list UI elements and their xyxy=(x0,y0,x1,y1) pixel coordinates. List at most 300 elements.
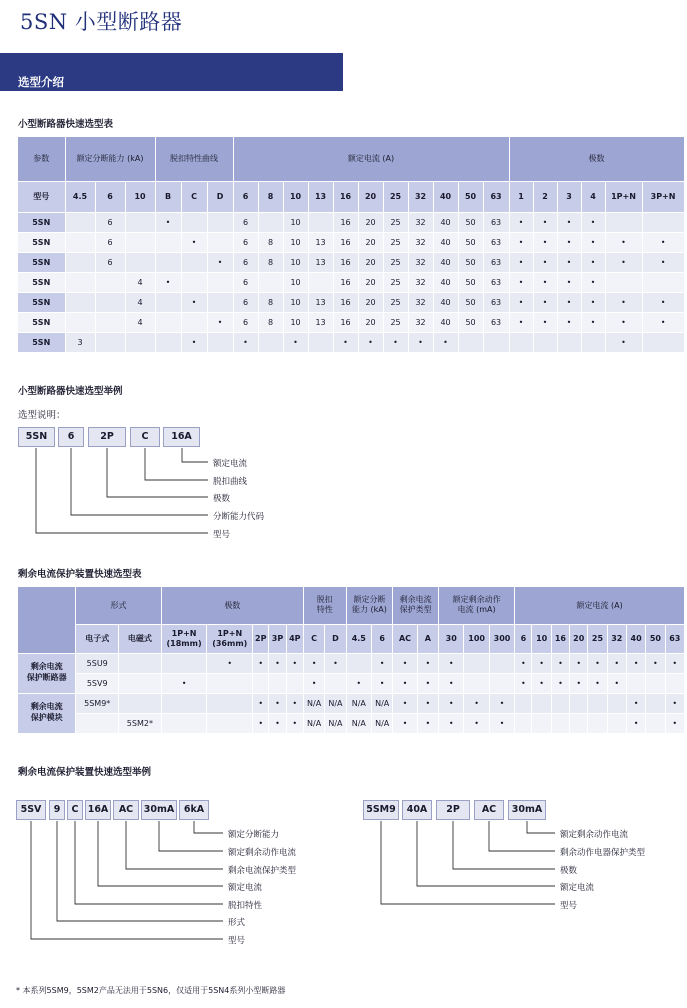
table-cell: 50 xyxy=(458,312,483,332)
table-cell: 6 xyxy=(233,232,258,252)
table-cell xyxy=(570,693,588,713)
table-cell: • xyxy=(393,673,417,693)
mcb-subheader-cell: C xyxy=(181,181,207,212)
leader-rcd-current xyxy=(98,821,223,886)
table-cell: • xyxy=(642,232,684,252)
table-cell: 50 xyxy=(458,232,483,252)
table-cell xyxy=(181,312,207,332)
rcd-subheader-cell: 32 xyxy=(607,624,626,653)
table-cell: • xyxy=(233,332,258,352)
mcb-example-title: 小型断路器快速选型举例 xyxy=(18,386,123,397)
table-cell: 25 xyxy=(383,252,408,272)
mcb-subheader-cell: 4 xyxy=(581,181,605,212)
section-title: 选型介绍 xyxy=(18,75,64,89)
mcb-label-curve: 脱扣曲线 xyxy=(213,477,248,487)
rcd-subheader-cell: 6 xyxy=(515,624,532,653)
rcd-code-current: 16A xyxy=(85,800,111,820)
rcd2-code-residual: 30mA xyxy=(508,800,546,820)
mcb-subheader-cell: 20 xyxy=(358,181,383,212)
table-cell xyxy=(119,653,162,673)
table-cell: • xyxy=(533,212,557,232)
table-cell: • xyxy=(333,332,358,352)
table-cell: 20 xyxy=(358,292,383,312)
table-cell: • xyxy=(665,653,684,673)
table-cell: 40 xyxy=(433,312,458,332)
table-cell: • xyxy=(371,653,392,673)
leader-mcb-model xyxy=(36,448,208,533)
mcb-subheader-cell: 6 xyxy=(95,181,125,212)
rcd-code-residual: 30mA xyxy=(141,800,177,820)
table-cell xyxy=(605,212,642,232)
table-cell xyxy=(646,693,665,713)
table-cell: • xyxy=(433,332,458,352)
table-cell: 20 xyxy=(358,212,383,232)
table-cell: • xyxy=(551,653,569,673)
table-cell: • xyxy=(532,653,551,673)
table-cell: • xyxy=(605,232,642,252)
rcd-header-breaking: 额定分断 能力 (kA) xyxy=(346,587,393,624)
rcd-header-form: 形式 xyxy=(76,587,161,624)
table-cell xyxy=(646,713,665,733)
rcd-subheader-cell: 16 xyxy=(551,624,569,653)
rcd2-code-model: 5SM9 xyxy=(363,800,399,820)
rcd-subheader-cell: 4P xyxy=(286,624,303,653)
table-cell xyxy=(65,312,95,332)
table-cell xyxy=(155,252,181,272)
table-cell: • xyxy=(393,713,417,733)
rcd-label-current: 额定电流 xyxy=(228,883,263,893)
rcd-subheader-cell: D xyxy=(325,624,346,653)
leader-rcd-breaking xyxy=(194,821,223,833)
table-row xyxy=(18,332,684,352)
mcb-subheader-cell: 10 xyxy=(125,181,155,212)
table-cell: • xyxy=(269,693,286,713)
table-cell xyxy=(533,332,557,352)
table-cell: • xyxy=(286,713,303,733)
table-cell: • xyxy=(533,292,557,312)
table-cell xyxy=(95,332,125,352)
table-cell xyxy=(532,693,551,713)
table-cell xyxy=(125,252,155,272)
table-cell: 8 xyxy=(258,232,283,252)
table-cell: • xyxy=(533,252,557,272)
table-cell xyxy=(161,653,207,673)
leader-rcd-type xyxy=(126,821,223,869)
table-cell: 25 xyxy=(383,272,408,292)
table-cell: • xyxy=(607,653,626,673)
table-cell: • xyxy=(642,312,684,332)
mcb-subheader-cell: 32 xyxy=(408,181,433,212)
table-cell: N/A xyxy=(303,713,324,733)
model-cell: 5SN xyxy=(18,292,65,312)
table-cell xyxy=(65,292,95,312)
table-cell xyxy=(308,332,333,352)
table-cell: 8 xyxy=(258,292,283,312)
table-cell: • xyxy=(533,272,557,292)
table-cell: • xyxy=(626,693,645,713)
table-cell: 13 xyxy=(308,252,333,272)
mcb-subheader-cell: 1 xyxy=(509,181,533,212)
table-cell: 50 xyxy=(458,212,483,232)
mcb-table-title: 小型断路器快速选型表 xyxy=(18,119,114,130)
table-cell: • xyxy=(607,673,626,693)
table-cell: 40 xyxy=(433,272,458,292)
table-cell: • xyxy=(207,252,233,272)
table-cell: • xyxy=(646,653,665,673)
page-title: 5SN 小型断路器 xyxy=(20,10,183,34)
table-cell xyxy=(588,713,607,733)
table-cell: • xyxy=(509,252,533,272)
table-cell xyxy=(642,332,684,352)
rcd-subheader-cell: 1P+N (36mm) xyxy=(207,624,253,653)
mcb-subheader-cell: 25 xyxy=(383,181,408,212)
leader-mcb-curve xyxy=(145,448,208,480)
table-cell xyxy=(95,312,125,332)
mcb-label-model: 型号 xyxy=(213,530,231,540)
table-cell: • xyxy=(509,312,533,332)
mcb-label-poles: 极数 xyxy=(213,494,231,504)
table-cell xyxy=(207,673,253,693)
table-cell: • xyxy=(551,673,569,693)
rcd2-code-type: AC xyxy=(474,800,504,820)
table-cell xyxy=(258,332,283,352)
table-cell: • xyxy=(605,252,642,272)
rcd2-label-model: 型号 xyxy=(560,901,578,911)
header-rated-current: 额定电流 (A) xyxy=(233,137,509,181)
table-cell xyxy=(551,693,569,713)
table-cell: 6 xyxy=(233,312,258,332)
leader-rcd-form xyxy=(57,821,223,921)
rcd-subheader-cell: 20 xyxy=(570,624,588,653)
rcd-header-corner xyxy=(18,587,76,653)
table-cell: 63 xyxy=(483,312,509,332)
table-cell: 20 xyxy=(358,252,383,272)
table-cell: N/A xyxy=(371,693,392,713)
rcd-subheader-cell: 4.5 xyxy=(346,624,371,653)
rcd-header-trip: 脱扣 特性 xyxy=(303,587,346,624)
mcb-subheader-cell: 63 xyxy=(483,181,509,212)
model-cell: 5SN xyxy=(18,272,65,292)
table-cell xyxy=(181,252,207,272)
footnote: * 本系列5SM9，5SM2产品无法用于5SN6，仅适用于5SN4系列小型断路器 xyxy=(16,986,286,995)
rcd-label-form: 形式 xyxy=(228,918,246,928)
table-cell: • xyxy=(383,332,408,352)
table-cell: 63 xyxy=(483,232,509,252)
mcb-subheader-cell: 3P+N xyxy=(642,181,684,212)
mcb-subheader-cell: 1P+N xyxy=(605,181,642,212)
table-cell xyxy=(181,272,207,292)
rcd-header-poles: 极数 xyxy=(161,587,303,624)
leader-rcd2-type xyxy=(489,821,555,851)
table-cell xyxy=(207,212,233,232)
table-cell: • xyxy=(509,232,533,252)
mcb-subheader-cell: 16 xyxy=(333,181,358,212)
table-cell: 5SU9 xyxy=(76,653,119,673)
table-cell: 13 xyxy=(308,232,333,252)
model-cell: 5SN xyxy=(18,312,65,332)
rcd-code-model: 5SV xyxy=(16,800,46,820)
table-cell: 40 xyxy=(433,252,458,272)
rcd-subheader-cell: 3P xyxy=(269,624,286,653)
table-cell: 4 xyxy=(125,292,155,312)
leader-mcb-current xyxy=(182,448,208,462)
rcd-code-breaking: 6kA xyxy=(179,800,209,820)
table-cell xyxy=(458,332,483,352)
mcb-subheader-cell: D xyxy=(207,181,233,212)
table-cell: • xyxy=(509,272,533,292)
rcd-subheader-cell: 30 xyxy=(439,624,464,653)
table-cell: • xyxy=(155,272,181,292)
table-cell: 3 xyxy=(65,332,95,352)
rcd-subheader-cell: 300 xyxy=(489,624,514,653)
leader-rcd-model xyxy=(31,821,223,939)
mcb-subheader-cell: 2 xyxy=(533,181,557,212)
table-cell: • xyxy=(408,332,433,352)
leader-rcd2-current xyxy=(417,821,555,886)
table-cell xyxy=(605,272,642,292)
table-row xyxy=(18,212,684,232)
table-cell xyxy=(509,332,533,352)
table-cell xyxy=(155,332,181,352)
table-cell xyxy=(325,673,346,693)
table-cell: 5SM2* xyxy=(119,713,162,733)
table-cell: • xyxy=(557,292,581,312)
rcd-subheader-cell: 100 xyxy=(464,624,489,653)
table-cell: 50 xyxy=(458,252,483,272)
rcd-label-trip: 脱扣特性 xyxy=(228,901,263,911)
table-cell xyxy=(464,653,489,673)
table-row xyxy=(18,272,684,292)
table-cell: 20 xyxy=(358,312,383,332)
table-cell: 6 xyxy=(95,212,125,232)
table-cell: • xyxy=(557,312,581,332)
rcd-label-model: 型号 xyxy=(228,936,246,946)
table-cell xyxy=(308,272,333,292)
rcd-example-title: 剩余电流保护装置快速选型举例 xyxy=(18,767,152,778)
mcb-selection-table xyxy=(18,137,685,353)
table-cell xyxy=(181,212,207,232)
table-cell: • xyxy=(269,653,286,673)
mcb-subheader-cell: 8 xyxy=(258,181,283,212)
table-cell xyxy=(286,673,303,693)
table-cell xyxy=(665,673,684,693)
table-cell: • xyxy=(588,673,607,693)
table-cell xyxy=(119,693,162,713)
rcd-table-title: 剩余电流保护装置快速选型表 xyxy=(18,569,142,580)
table-cell xyxy=(161,693,207,713)
table-cell xyxy=(258,272,283,292)
table-cell: 5SV9 xyxy=(76,673,119,693)
table-cell: • xyxy=(303,653,324,673)
table-cell: • xyxy=(253,713,269,733)
mcb-subheader-cell: 40 xyxy=(433,181,458,212)
table-cell xyxy=(95,272,125,292)
table-cell xyxy=(155,312,181,332)
table-cell: 6 xyxy=(233,272,258,292)
table-cell: • xyxy=(207,312,233,332)
rcd-code-form: 9 xyxy=(49,800,65,820)
rcd-code-type: AC xyxy=(113,800,139,820)
table-cell: 40 xyxy=(433,232,458,252)
table-cell: • xyxy=(393,693,417,713)
table-cell xyxy=(646,673,665,693)
table-cell: 16 xyxy=(333,292,358,312)
table-cell: 40 xyxy=(433,292,458,312)
table-cell: • xyxy=(515,653,532,673)
table-cell xyxy=(207,713,253,733)
rcd-subheader-cell: 25 xyxy=(588,624,607,653)
table-cell: • xyxy=(626,653,645,673)
rcd-selection-table xyxy=(18,587,685,734)
table-cell: N/A xyxy=(325,713,346,733)
header-params: 参数 xyxy=(18,137,65,181)
table-cell: 63 xyxy=(483,252,509,272)
table-cell: 40 xyxy=(433,212,458,232)
model-cell: 5SN xyxy=(18,232,65,252)
rcd-subheader-cell: 2P xyxy=(253,624,269,653)
table-cell: 8 xyxy=(258,252,283,272)
rcd-header-protect-type: 剩余电流 保护类型 xyxy=(393,587,439,624)
table-cell: • xyxy=(253,653,269,673)
table-cell: 25 xyxy=(383,292,408,312)
table-cell xyxy=(532,713,551,733)
table-cell: 25 xyxy=(383,212,408,232)
table-cell: 16 xyxy=(333,312,358,332)
table-cell: • xyxy=(155,212,181,232)
table-cell: N/A xyxy=(303,693,324,713)
table-cell xyxy=(626,673,645,693)
table-cell xyxy=(515,693,532,713)
table-cell xyxy=(346,653,371,673)
table-cell: 4 xyxy=(125,272,155,292)
table-cell xyxy=(308,212,333,232)
rcd2-label-residual: 额定剩余动作电流 xyxy=(560,830,629,840)
rcd-header-current: 额定电流 (A) xyxy=(515,587,685,624)
table-cell: 6 xyxy=(233,292,258,312)
table-cell xyxy=(125,212,155,232)
table-cell: • xyxy=(283,332,308,352)
table-cell: 50 xyxy=(458,272,483,292)
table-cell xyxy=(483,332,509,352)
table-cell: • xyxy=(303,673,324,693)
table-cell: • xyxy=(286,693,303,713)
table-cell xyxy=(207,693,253,713)
leader-rcd2-poles xyxy=(453,821,555,869)
table-cell: 5SM9* xyxy=(76,693,119,713)
table-row xyxy=(18,673,685,693)
leader-rcd-residual xyxy=(159,821,223,851)
table-cell: • xyxy=(581,232,605,252)
table-cell xyxy=(161,713,207,733)
table-cell: • xyxy=(325,653,346,673)
mcb-subheader-cell: B xyxy=(155,181,181,212)
table-cell: • xyxy=(509,212,533,232)
table-cell xyxy=(119,673,162,693)
table-cell: 32 xyxy=(408,272,433,292)
table-cell xyxy=(125,332,155,352)
rcd-subheader-cell: 1P+N (18mm) xyxy=(161,624,207,653)
rcd-subheader-cell: 10 xyxy=(532,624,551,653)
table-cell xyxy=(489,653,514,673)
table-cell: 10 xyxy=(283,212,308,232)
table-cell: • xyxy=(515,673,532,693)
mcb-example-note: 选型说明： xyxy=(18,410,66,421)
table-cell: • xyxy=(581,312,605,332)
table-cell xyxy=(207,292,233,312)
table-cell: • xyxy=(665,693,684,713)
header-breaking-capacity: 额定分断能力 (kA) xyxy=(65,137,155,181)
table-cell: • xyxy=(417,673,438,693)
table-cell xyxy=(642,272,684,292)
table-cell xyxy=(65,272,95,292)
table-cell: 4 xyxy=(125,312,155,332)
rcd2-code-poles: 2P xyxy=(436,800,470,820)
table-cell: • xyxy=(581,212,605,232)
rcd-label-protect-type: 剩余电流保护类型 xyxy=(228,866,297,876)
table-cell: 8 xyxy=(258,312,283,332)
table-cell xyxy=(515,713,532,733)
rcd-row-group: 剩余电流 保护模块 xyxy=(18,693,76,733)
table-row xyxy=(18,312,684,332)
rcd-subheader-cell: 63 xyxy=(665,624,684,653)
section-banner xyxy=(0,53,343,91)
table-cell: 16 xyxy=(333,212,358,232)
rcd2-label-current: 额定电流 xyxy=(560,883,595,893)
table-cell: • xyxy=(605,332,642,352)
rcd-subheader-cell: 40 xyxy=(626,624,645,653)
table-cell xyxy=(207,332,233,352)
table-cell: 32 xyxy=(408,232,433,252)
table-cell xyxy=(258,212,283,232)
rcd-subheader-cell: AC xyxy=(393,624,417,653)
table-cell: 20 xyxy=(358,232,383,252)
model-cell: 5SN xyxy=(18,252,65,272)
code-box-capacity: 6 xyxy=(58,427,84,447)
table-row xyxy=(18,292,684,312)
table-cell: • xyxy=(489,713,514,733)
table-cell: 16 xyxy=(333,252,358,272)
model-cell: 5SN xyxy=(18,332,65,352)
table-row xyxy=(18,713,685,733)
rcd-label-residual: 额定剩余动作电流 xyxy=(228,848,297,858)
leader-mcb-capacity xyxy=(71,448,208,515)
code-box-current: 16A xyxy=(163,427,200,447)
table-cell xyxy=(125,232,155,252)
mcb-label-current: 额定电流 xyxy=(213,459,248,469)
table-cell xyxy=(607,713,626,733)
table-cell: • xyxy=(439,653,464,673)
table-cell: • xyxy=(557,272,581,292)
table-cell xyxy=(607,693,626,713)
table-cell: • xyxy=(532,673,551,693)
table-cell xyxy=(155,292,181,312)
code-box-poles: 2P xyxy=(88,427,126,447)
rcd-subheader-cell: 电磁式 xyxy=(119,624,162,653)
mcb-subheader-cell: 3 xyxy=(557,181,581,212)
table-cell xyxy=(76,713,119,733)
table-cell xyxy=(269,673,286,693)
table-cell: 10 xyxy=(283,272,308,292)
table-cell xyxy=(581,332,605,352)
table-cell: • xyxy=(439,673,464,693)
table-cell: • xyxy=(286,653,303,673)
mcb-subheader-cell: 6 xyxy=(233,181,258,212)
table-cell: 10 xyxy=(283,252,308,272)
table-cell: • xyxy=(371,673,392,693)
rcd-subheader-cell: 电子式 xyxy=(76,624,119,653)
rcd2-code-current: 40A xyxy=(402,800,432,820)
table-cell: • xyxy=(642,292,684,312)
